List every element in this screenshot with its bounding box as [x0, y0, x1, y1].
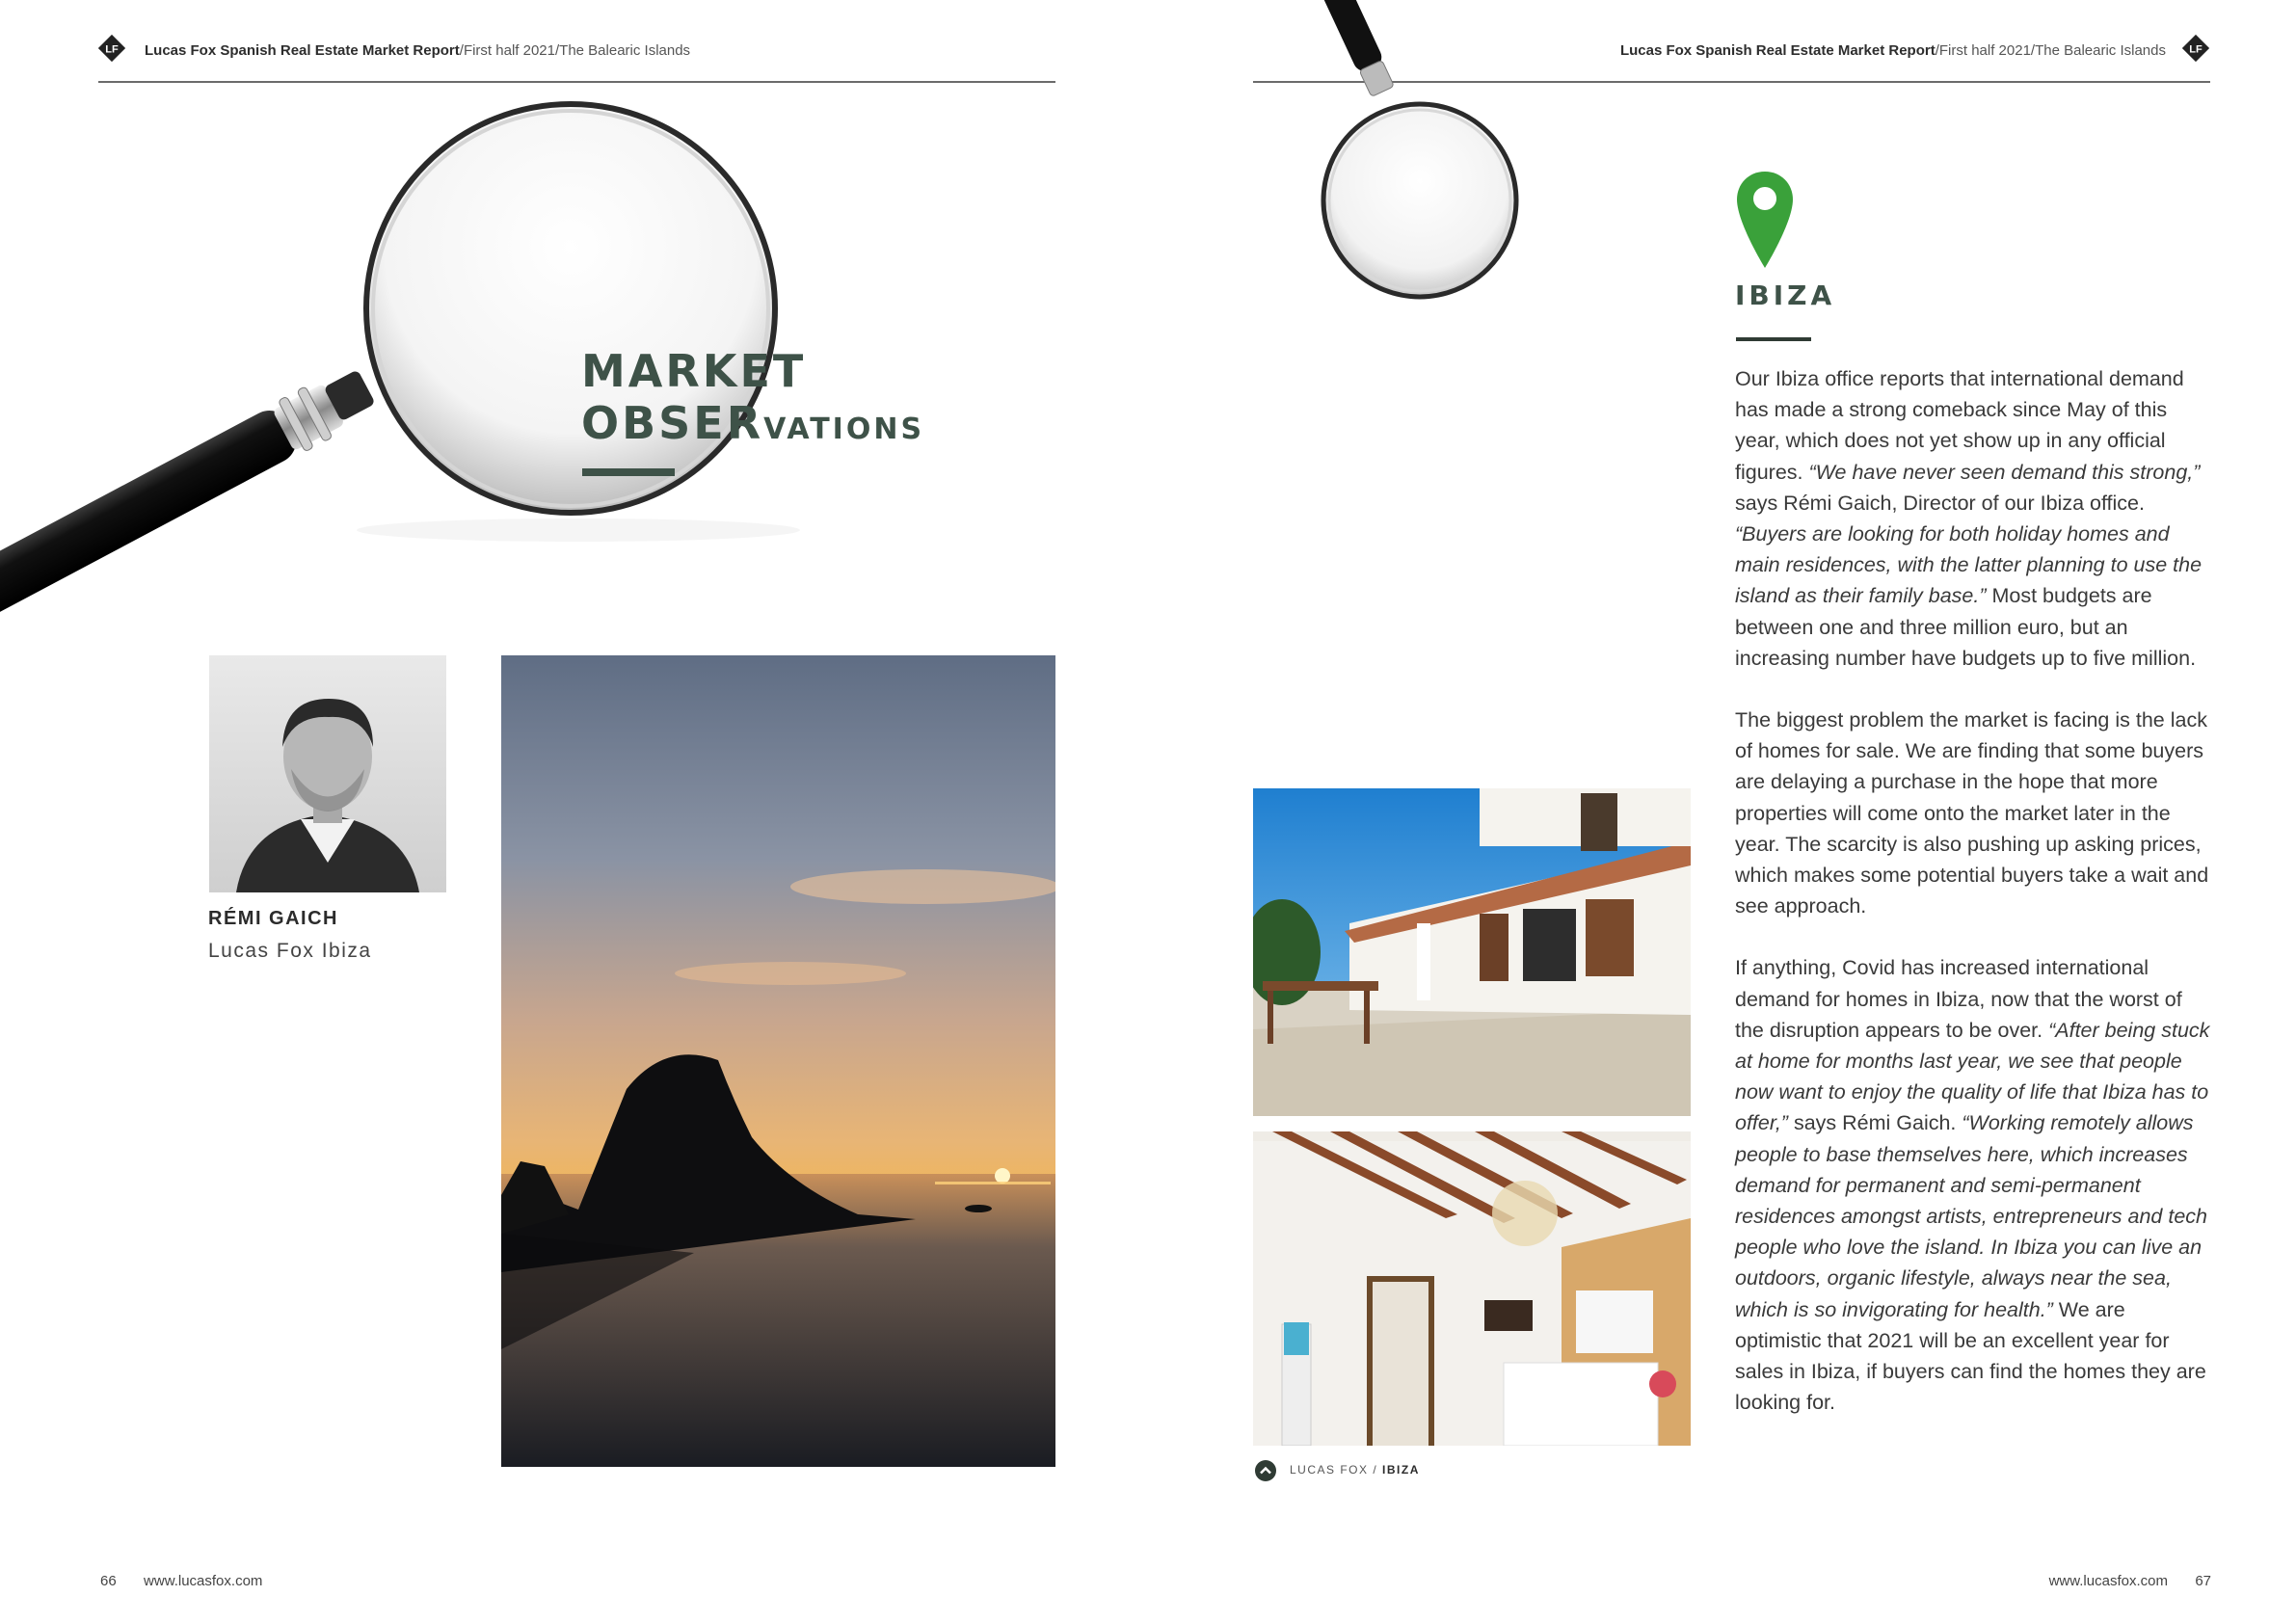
article-paragraph: [1735, 952, 2215, 1418]
photo-caption: LUCAS FOX / IBIZA: [1290, 1463, 1420, 1477]
header-rule: [98, 81, 1055, 83]
body-text: Our Ibiza office reports that international demand has made a strong comeback since May of this year, which does not yet show up in any official figures.: [1735, 367, 2184, 484]
person-name: RÉMI GAICH: [208, 908, 338, 929]
heading-line-2b: VATIONS: [763, 412, 925, 446]
article-paragraph: [1735, 705, 2215, 921]
report-title: Lucas Fox Spanish Real Estate Market Report: [145, 41, 460, 59]
office-interior-photo: [1253, 1131, 1691, 1446]
small-magnifying-glass-illustration: [1292, 0, 1542, 308]
title-underline: [1736, 337, 1811, 341]
svg-text:LF: LF: [2189, 43, 2203, 56]
lucas-fox-logo-icon: [2181, 34, 2210, 63]
page-number: 66: [100, 1573, 117, 1589]
lucas-fox-logo-icon: [97, 34, 126, 63]
body-text: We are optimistic that 2021 will be an excellent year for sales in Ibiza, if buyers can find the homes they are looking for.: [1735, 1297, 2206, 1415]
quote-text: “Buyers are looking for both holiday homes and main residences, with the latter planning to use the island as their family base.”: [1735, 522, 2203, 608]
body-text: The biggest problem the market is facing is the lack of homes for sale. We are finding that some buyers are delaying a purchase in the hope that more properties will come onto the market later in the year. The scarcity is also pushing up asking prices, which makes some potential buyers take a wait and see approach.: [1735, 708, 2209, 918]
article-body: [1735, 363, 2215, 1450]
quote-text: “Working remotely allows people to base themselves here, which increases demand for permanent and semi-permanent residences amongst artists, entrepreneurs and tech people who love the island. In Ibiza you can live an outdoors, organic lifestyle, always near the sea, which is so invigorating for health.”: [1735, 1111, 2207, 1321]
page-footer: [2049, 1573, 2211, 1589]
sunset-island-photo: [501, 655, 1055, 1467]
edition: First half 2021: [1938, 41, 2031, 59]
heading-line-1: MARKET: [581, 345, 807, 397]
page-number: 67: [2195, 1573, 2211, 1589]
body-text: says Rémi Gaich, Director of our Ibiza office.: [1735, 491, 2145, 515]
article-paragraph: [1735, 363, 2215, 674]
page-header: Lucas Fox Spanish Real Estate Market Report / First half 2021 / The Balearic Islands: [1619, 41, 2166, 59]
office-exterior-photo: [1253, 788, 1691, 1116]
section-name: The Balearic Islands: [559, 41, 691, 59]
quote-text: “We have never seen demand this strong,”: [1808, 460, 2201, 484]
footer-website-link[interactable]: www.lucasfox.com: [2048, 1573, 2168, 1589]
body-text: Most budgets are between one and three million euro, but an increasing number have budgets up to five million.: [1735, 584, 2197, 670]
page-header: Lucas Fox Spanish Real Estate Market Report / First half 2021 / The Balearic Islands: [145, 41, 691, 59]
caption-brand: LUCAS FOX: [1290, 1463, 1369, 1477]
location-title: IBIZA: [1735, 279, 1836, 311]
person-office: Lucas Fox Ibiza: [208, 940, 372, 962]
body-text: If anything, Covid has increased international demand for homes in Ibiza, now that the worst of the disruption appears to be over.: [1735, 956, 2182, 1042]
page-footer: [100, 1573, 262, 1589]
heading-underline: [582, 468, 675, 476]
chevron-up-icon: [1254, 1459, 1277, 1482]
location-pin-icon: [1735, 170, 1795, 271]
section-heading: [581, 345, 924, 456]
section-name: The Balearic Islands: [2035, 41, 2166, 59]
portrait-photo: [209, 655, 446, 892]
quote-text: “After being stuck at home for months last year, we see that people now want to enjoy the quality of life that Ibiza has to offer,”: [1735, 1018, 2210, 1135]
svg-text:LF: LF: [105, 43, 119, 56]
edition: First half 2021: [463, 41, 555, 59]
body-text: says Rémi Gaich.: [1787, 1111, 1962, 1135]
report-title: Lucas Fox Spanish Real Estate Market Report: [1619, 41, 1936, 59]
caption-place: IBIZA: [1382, 1463, 1420, 1477]
footer-website-link[interactable]: www.lucasfox.com: [144, 1573, 263, 1589]
heading-line-2a: OBSER: [581, 397, 764, 449]
